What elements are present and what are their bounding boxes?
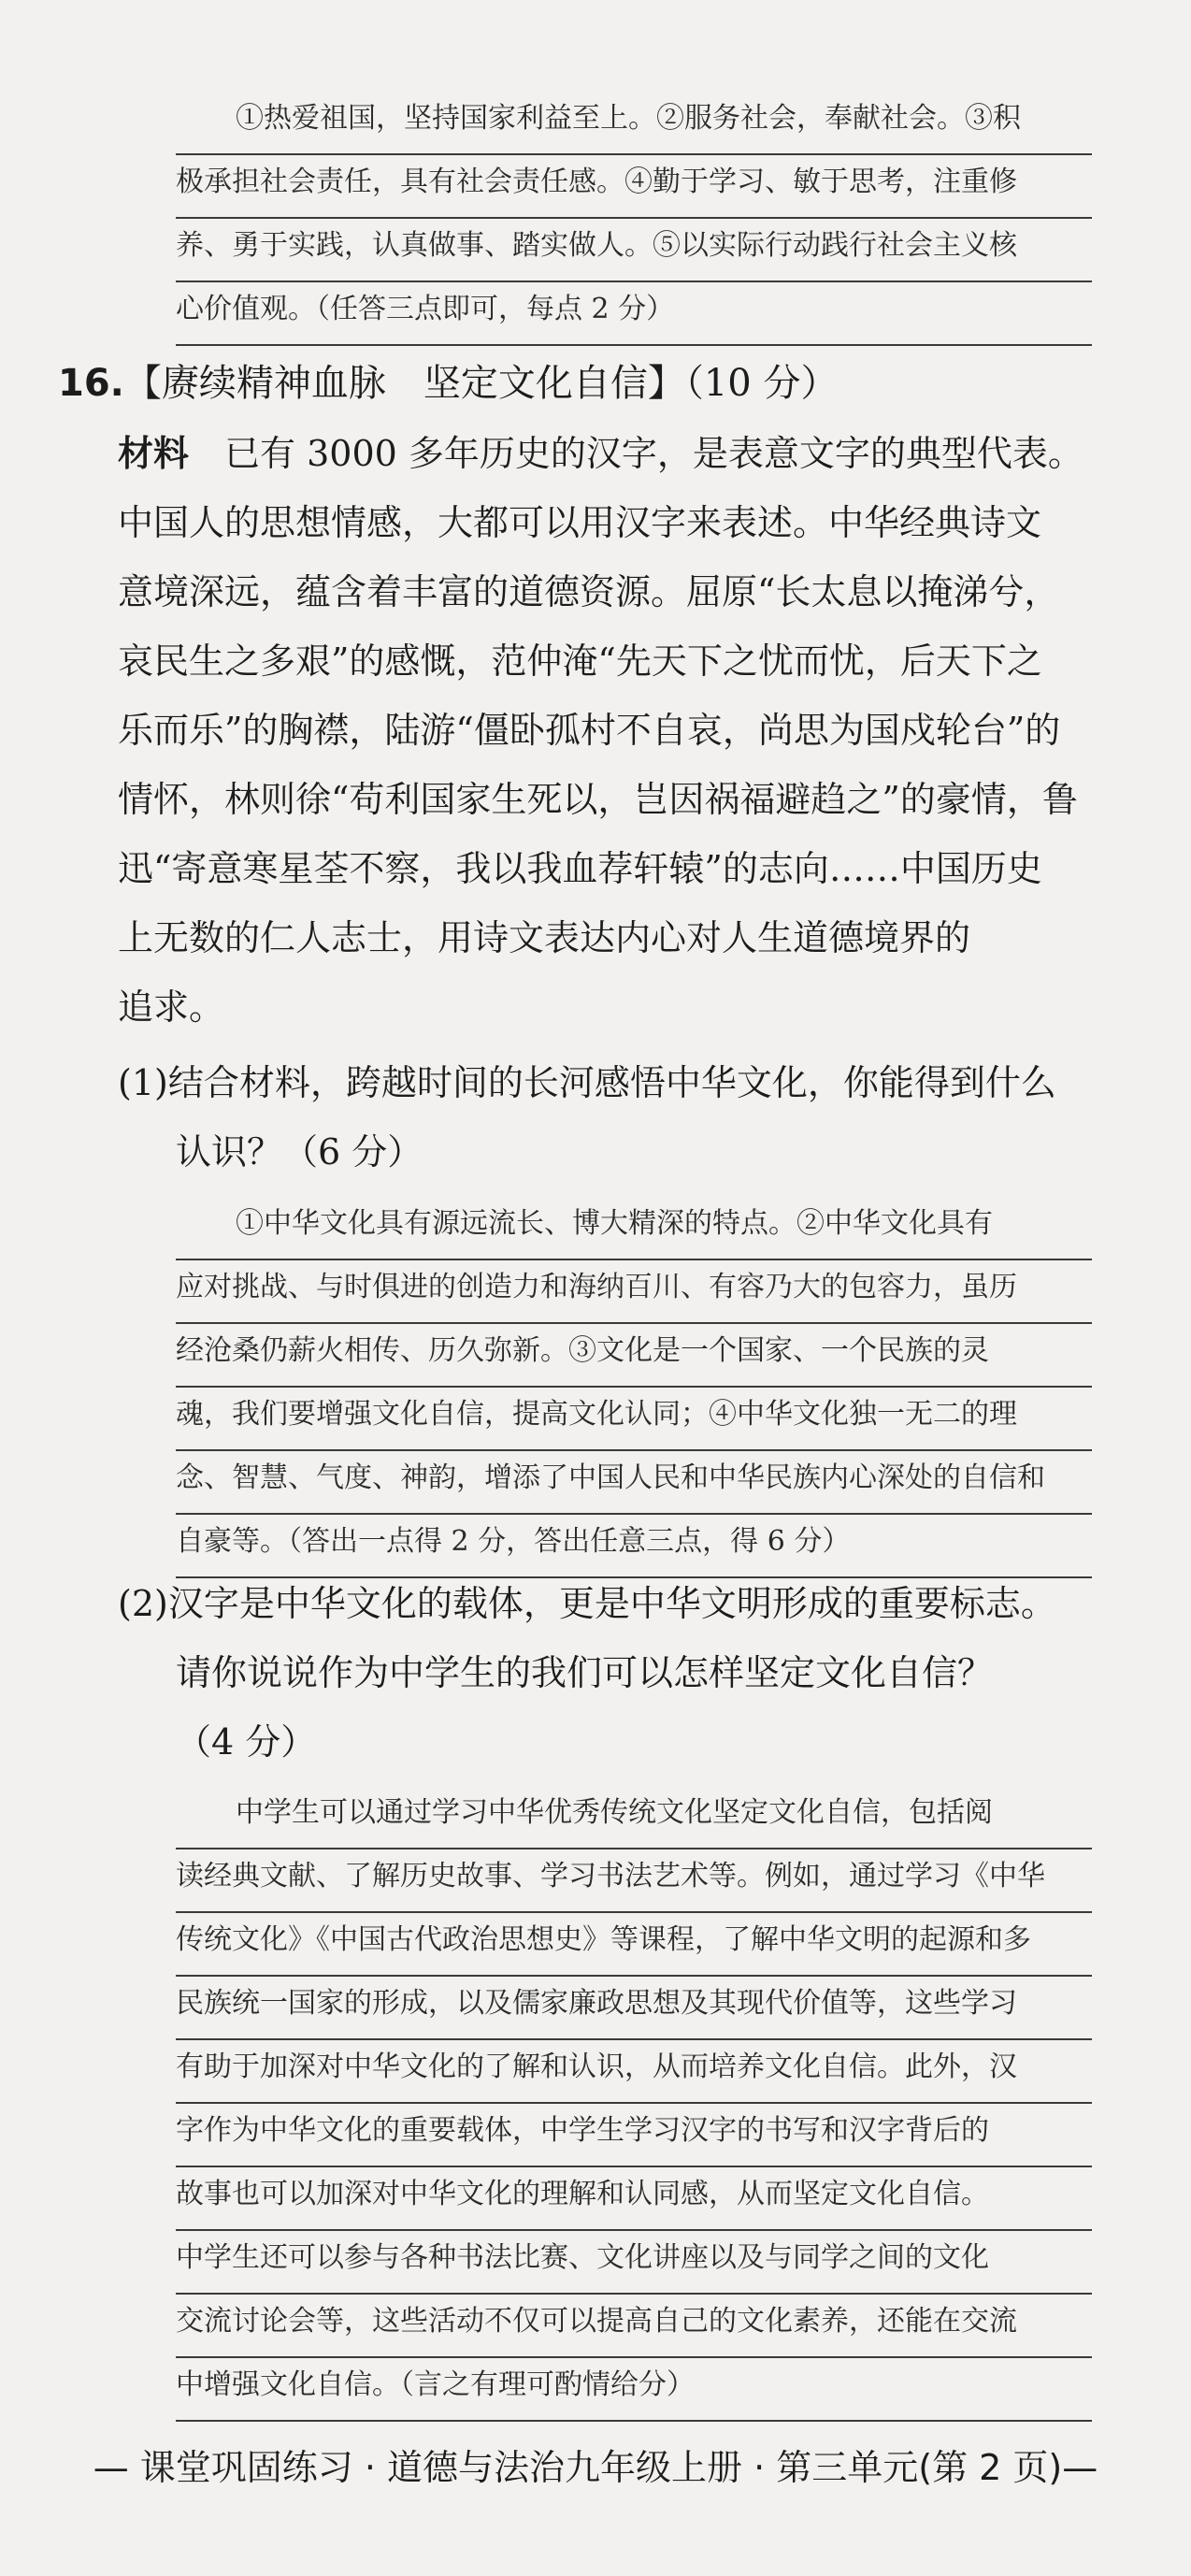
material-label: 材料 — [118, 433, 190, 474]
answer-line: 有助于加深对中华文化的了解和认识，从而培养文化自信。此外，汉 — [176, 2038, 1092, 2104]
answer-line: 故事也可以加深对中华文化的理解和认同感，从而坚定文化自信。 — [176, 2166, 1092, 2231]
material-line — [118, 432, 1083, 475]
answer-line: 中学生还可以参与各种书法比赛、文化讲座以及与同学之间的文化 — [176, 2229, 1092, 2295]
answer-line: 读经典文献、了解历史故事、学习书法艺术等。例如，通过学习《中华 — [176, 1848, 1092, 1913]
answer-line: 民族统一国家的形成，以及儒家廉政思想及其现代价值等，这些学习 — [176, 1975, 1092, 2040]
question-number: 16. — [58, 362, 124, 405]
material-line: 意境深远，蕴含着丰富的道德资源。屈原“长太息以掩涕兮， — [118, 571, 1060, 612]
material-line: 情怀，林则徐“苟利国家生死以，岂因祸福避趋之”的豪情，鲁 — [118, 779, 1078, 820]
question-title: 【赓续精神血脉 坚定文化自信】 — [123, 362, 685, 405]
material-text: 已有 3000 多年历史的汉字，是表意文字的典型代表。 — [189, 433, 1083, 474]
material-line: 追求。 — [118, 986, 225, 1028]
material-line: 迅“寄意寒星荃不察，我以我血荐轩辕”的志向……中国历史 — [118, 848, 1042, 889]
answer-line: 心价值观。（任答三点即可，每点 2 分） — [176, 281, 1092, 346]
answer-line: 自豪等。（答出一点得 2 分，答出任意三点，得 6 分） — [176, 1513, 1092, 1578]
answer-line: 经沧桑仍薪火相传、历久弥新。③文化是一个国家、一个民族的灵 — [176, 1322, 1092, 1388]
answer-line: 念、智慧、气度、神韵，增添了中国人民和中华民族内心深处的自信和 — [176, 1449, 1092, 1515]
answer-line: 应对挑战、与时俱进的创造力和海纳百川、有容乃大的包容力，虽历 — [176, 1259, 1092, 1324]
page-footer: — 课堂巩固练习 · 道德与法治九年级上册 · 第三单元(第 2 页)— — [93, 2447, 1098, 2488]
answer-line: 字作为中华文化的重要载体，中学生学习汉字的书写和汉字背后的 — [176, 2102, 1092, 2167]
answer-line: 中学生可以通过学习中华优秀传统文化坚定文化自信，包括阅 — [176, 1784, 1092, 1849]
answer-line: 中增强文化自信。（言之有理可酌情给分） — [176, 2356, 1092, 2422]
sub-question-1: (1)结合材料，跨越时间的长河感悟中华文化，你能得到什么 — [118, 1062, 1056, 1103]
sub-question-2: (2)汉字是中华文化的载体，更是中华文明形成的重要标志。 — [118, 1583, 1056, 1624]
material-line: 乐而乐”的胸襟，陆游“僵卧孤村不自哀，尚思为国戍轮台”的 — [118, 710, 1061, 751]
answer-line: 养、勇于实践，认真做事、踏实做人。⑤以实际行动践行社会主义核 — [176, 217, 1092, 282]
answer-line: ①中华文化具有源远流长、博大精深的特点。②中华文化具有 — [176, 1195, 1092, 1260]
answer-line: ①热爱祖国，坚持国家利益至上。②服务社会，奉献社会。③积 — [176, 90, 1092, 155]
question-score: （10 分） — [684, 362, 839, 405]
question-16-heading — [58, 360, 838, 407]
material-line: 上无数的仁人志士，用诗文表达内心对人生道德境界的 — [118, 917, 971, 958]
material-line: 中国人的思想情感，大都可以用汉字来表述。中华经典诗文 — [118, 502, 1042, 543]
answer-line: 魂，我们要增强文化自信，提高文化认同；④中华文化独一无二的理 — [176, 1386, 1092, 1451]
answer-line: 极承担社会责任，具有社会责任感。④勤于学习、敏于思考，注重修 — [176, 153, 1092, 219]
sub-question-2-cont: 请你说说作为中学生的我们可以怎样坚定文化自信？ — [176, 1652, 994, 1693]
answer-line: 交流讨论会等，这些活动不仅可以提高自己的文化素养，还能在交流 — [176, 2293, 1092, 2358]
material-line: 哀民生之多艰”的感慨，范仲淹“先天下之忧而忧，后天下之 — [118, 640, 1042, 682]
answer-line: 传统文化》《中国古代政治思想史》等课程，了解中华文明的起源和多 — [176, 1911, 1092, 1977]
sub-question-2-score: （4 分） — [176, 1721, 317, 1763]
sub-question-1-cont: 认识？（6 分） — [176, 1131, 423, 1173]
